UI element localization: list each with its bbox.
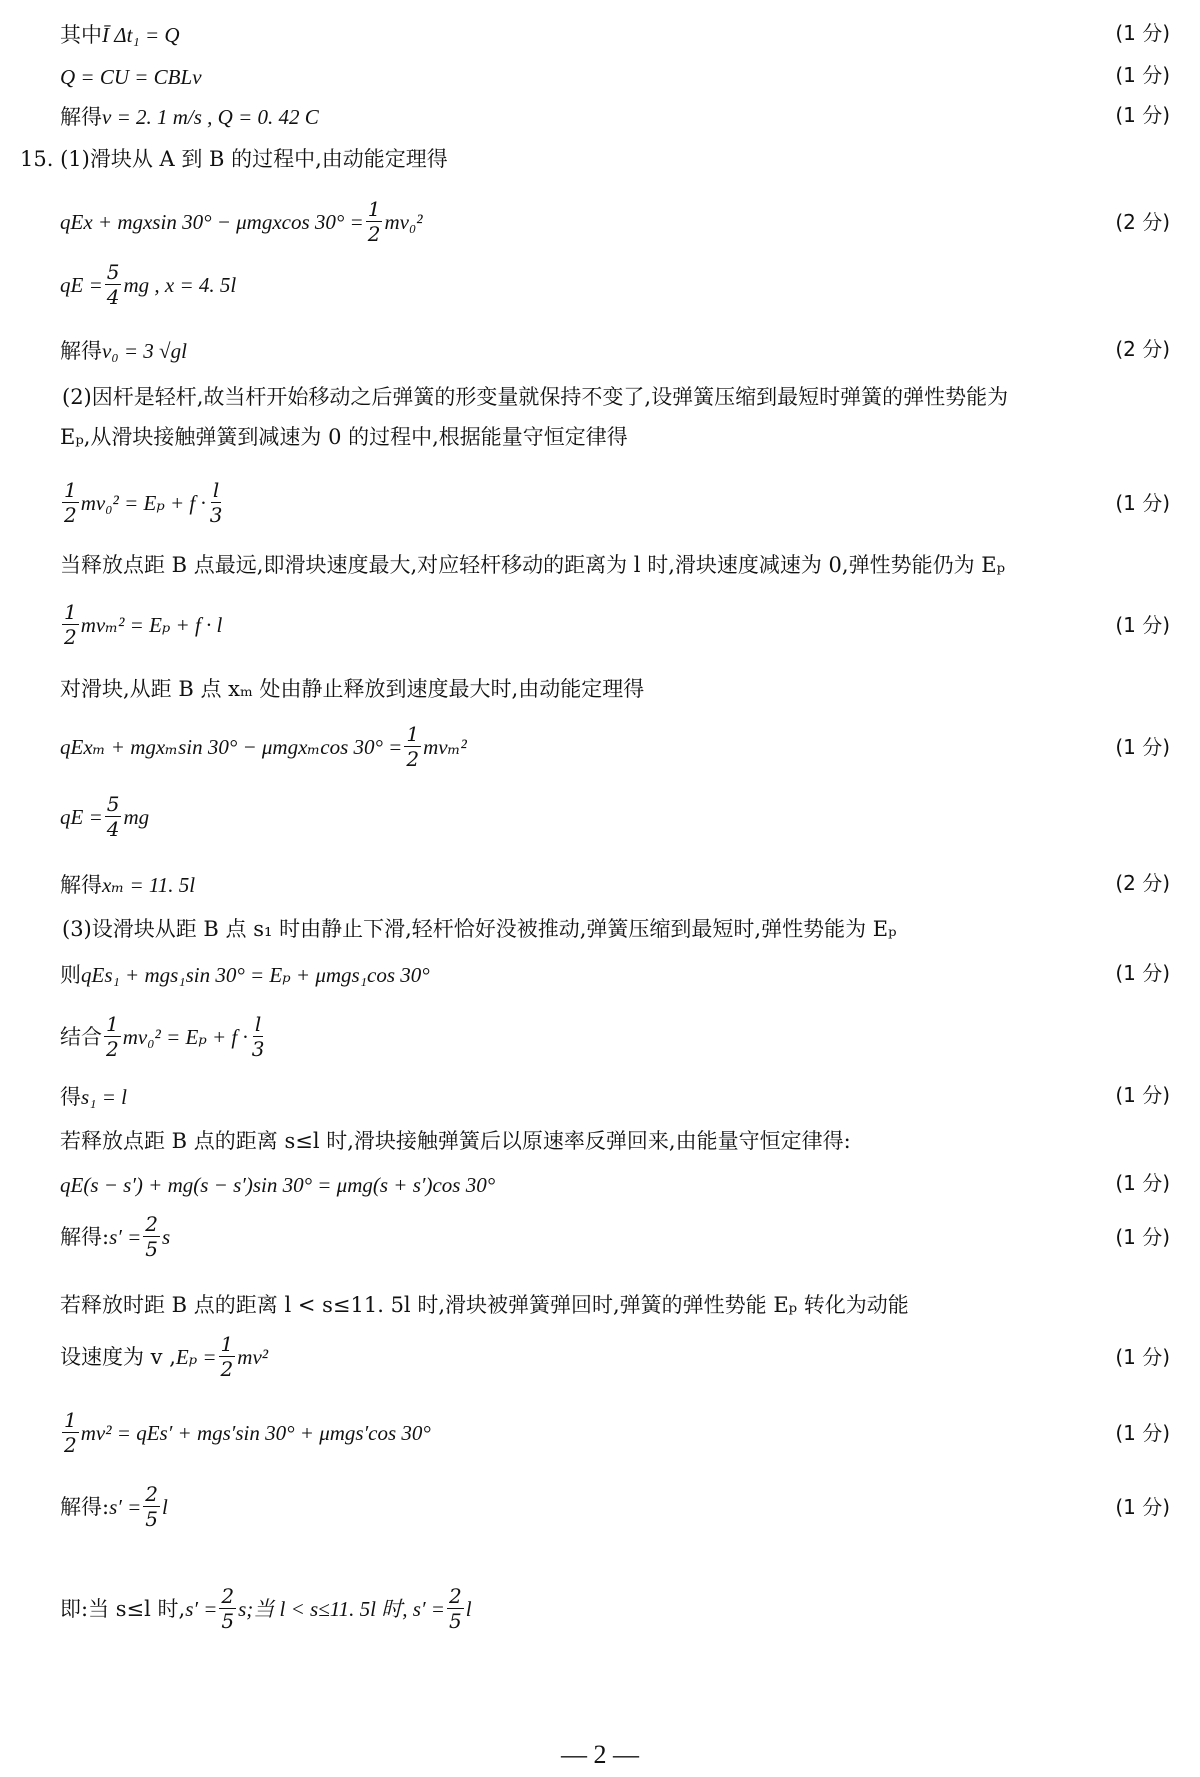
formula: qEx + mgxsin 30° − μmgxcos 30° = xyxy=(60,209,364,234)
score-mark: (1 分) xyxy=(1115,21,1170,45)
question-heading xyxy=(20,142,1130,174)
paragraph xyxy=(60,1288,1170,1320)
score-mark: (1 分) xyxy=(1115,63,1170,87)
line-text: 则 xyxy=(60,962,81,987)
fraction: $\frac{1}{2}$ xyxy=(220,1332,234,1381)
solution-line xyxy=(60,1482,1170,1531)
solution-line xyxy=(60,958,1170,990)
fraction: $\frac{l}{3}$ xyxy=(251,1012,265,1061)
formula: qE = xyxy=(60,272,103,297)
solution-line xyxy=(60,18,1170,50)
score-mark: (1 分) xyxy=(1115,1171,1170,1195)
solution-line xyxy=(60,1584,1170,1633)
formula: mv₀² = Eₚ + f · xyxy=(122,1024,248,1049)
fraction: $\frac{2}{5}$ xyxy=(448,1584,462,1633)
score-mark: (1 分) xyxy=(1115,1083,1170,1107)
line-text: 设速度为 v , xyxy=(60,1344,176,1369)
fraction: $\frac{1}{2}$ xyxy=(106,1012,119,1061)
formula: xₘ = 11. 5l xyxy=(102,872,196,897)
formula: Eₚ = xyxy=(175,1344,217,1369)
formula: l xyxy=(162,1494,168,1519)
score-mark: (1 分) xyxy=(1115,491,1170,515)
solution-line xyxy=(60,1332,1170,1381)
solution-line xyxy=(60,1012,1170,1061)
line-text: 15. (1)滑块从 A 到 B 的过程中,由动能定理得 xyxy=(20,146,448,171)
score-mark: (1 分) xyxy=(1115,1495,1170,1519)
paragraph xyxy=(60,548,1170,580)
paragraph xyxy=(62,380,1172,412)
formula: mv₀² xyxy=(384,209,423,234)
line-text: 对滑块,从距 B 点 xₘ 处由静止释放到速度最大时,由动能定理得 xyxy=(60,676,645,701)
line-text: 若释放时距 B 点的距离 l < s≤11. 5l 时,滑块被弹簧弹回时,弹簧的弹性势能 Eₚ 转化为动能 xyxy=(60,1292,909,1317)
fraction: $\frac{l}{3}$ xyxy=(209,478,223,527)
formula: mvₘ² xyxy=(423,734,467,759)
score-mark: (2 分) xyxy=(1115,337,1170,361)
solution-line xyxy=(60,60,1170,92)
fraction: $\frac{5}{4}$ xyxy=(106,792,120,841)
score-mark: (2 分) xyxy=(1115,210,1170,234)
formula: Q = CU = CBLv xyxy=(60,64,202,89)
formula: qE(s − s′) + mg(s − s′)sin 30° = μmg(s + s′)cos 30° xyxy=(60,1172,496,1197)
line-text: 解得 xyxy=(60,104,102,129)
fraction: $\frac{2}{5}$ xyxy=(221,1584,235,1633)
formula: mv² xyxy=(237,1344,269,1369)
solution-line xyxy=(60,722,1170,771)
paragraph xyxy=(60,420,1170,452)
line-text: (2)因杆是轻杆,故当杆开始移动之后弹簧的形变量就保持不变了,设弹簧压缩到最短时弹簧的弹性势能为 xyxy=(62,384,1009,409)
formula: qEs₁ + mgs₁sin 30° = Eₚ + μmgs₁cos 30° xyxy=(81,962,430,987)
fraction: $\frac{1}{2}$ xyxy=(64,600,77,649)
page-number: — 2 — xyxy=(561,1740,639,1769)
formula: mv² = qEs′ + mgs′sin 30° + μmgs′cos 30° xyxy=(80,1420,431,1445)
formula: mv₀² = Eₚ + f · xyxy=(80,490,206,515)
line-text: 结合 xyxy=(60,1024,102,1049)
score-mark: (1 分) xyxy=(1115,1421,1170,1445)
score-mark: (1 分) xyxy=(1115,103,1170,127)
formula: s′ = xyxy=(109,1494,142,1519)
score-mark: (1 分) xyxy=(1115,961,1170,985)
fraction: $\frac{2}{5}$ xyxy=(145,1482,158,1531)
solution-line xyxy=(60,1212,1170,1261)
solution-line xyxy=(60,197,1170,246)
line-text: 其中 xyxy=(60,22,102,47)
solution-line xyxy=(60,792,1170,841)
solution-line xyxy=(60,334,1170,366)
formula: mg xyxy=(123,804,150,829)
line-text: 解得 xyxy=(60,338,102,363)
solution-line xyxy=(60,600,1170,649)
line-text: 解得: xyxy=(60,1224,110,1249)
fraction: $\frac{1}{2}$ xyxy=(367,197,381,246)
formula: qExₘ + mgxₘsin 30° − μmgxₘcos 30° = xyxy=(60,734,403,759)
formula: s₁ = l xyxy=(81,1084,127,1109)
formula: v₀ = 3 √gl xyxy=(102,338,187,363)
solution-line xyxy=(60,260,1170,309)
line-text: 当释放点距 B 点最远,即滑块速度最大,对应轻杆移动的距离为 l 时,滑块速度减速为 0,弹性势能仍为 Eₚ xyxy=(60,552,1005,577)
paragraph xyxy=(62,912,1172,944)
line-text: 若释放点距 B 点的距离 s≤l 时,滑块接触弹簧后以原速率反弹回来,由能量守恒定律得: xyxy=(60,1128,851,1153)
solution-line xyxy=(60,1408,1170,1457)
score-mark: (1 分) xyxy=(1115,1345,1170,1369)
solution-line xyxy=(60,100,1170,132)
solution-line xyxy=(60,868,1170,900)
score-mark: (1 分) xyxy=(1115,613,1170,637)
formula: l xyxy=(465,1596,472,1621)
formula: s xyxy=(162,1224,171,1249)
line-text: Eₚ,从滑块接触弹簧到减速为 0 的过程中,根据能量守恒定律得 xyxy=(60,424,628,449)
paragraph xyxy=(60,1124,1170,1156)
score-mark: (1 分) xyxy=(1115,1225,1170,1249)
fraction: $\frac{1}{2}$ xyxy=(64,1408,77,1457)
formula: s;当 l < s≤11. 5l 时, s′ = xyxy=(238,1596,445,1621)
line-text: 得 xyxy=(60,1084,81,1109)
formula: mvₘ² = Eₚ + f · l xyxy=(80,612,223,637)
formula: s′ = xyxy=(109,1224,142,1249)
fraction: $\frac{1}{2}$ xyxy=(406,722,420,771)
score-mark: (1 分) xyxy=(1115,735,1170,759)
formula: mg , x = 4. 5l xyxy=(123,272,237,297)
line-text: 即:当 s≤l 时, xyxy=(60,1596,186,1621)
fraction: $\frac{2}{5}$ xyxy=(145,1212,158,1261)
formula: Ī Δt₁ = Q xyxy=(102,22,180,47)
fraction: $\frac{5}{4}$ xyxy=(106,260,120,309)
formula: qE = xyxy=(60,804,103,829)
line-text: 解得 xyxy=(60,872,102,897)
solution-line xyxy=(60,1168,1170,1200)
solution-line xyxy=(60,1080,1170,1112)
paragraph xyxy=(60,672,1170,704)
line-text: 解得: xyxy=(60,1494,110,1519)
formula: s′ = xyxy=(185,1596,218,1621)
score-mark: (2 分) xyxy=(1115,871,1170,895)
line-text: (3)设滑块从距 B 点 s₁ 时由静止下滑,轻杆恰好没被推动,弹簧压缩到最短时,弹性势能为 Eₚ xyxy=(62,916,897,941)
fraction: $\frac{1}{2}$ xyxy=(64,478,77,527)
solution-line xyxy=(60,478,1170,527)
formula: v = 2. 1 m/s , Q = 0. 42 C xyxy=(102,104,319,129)
